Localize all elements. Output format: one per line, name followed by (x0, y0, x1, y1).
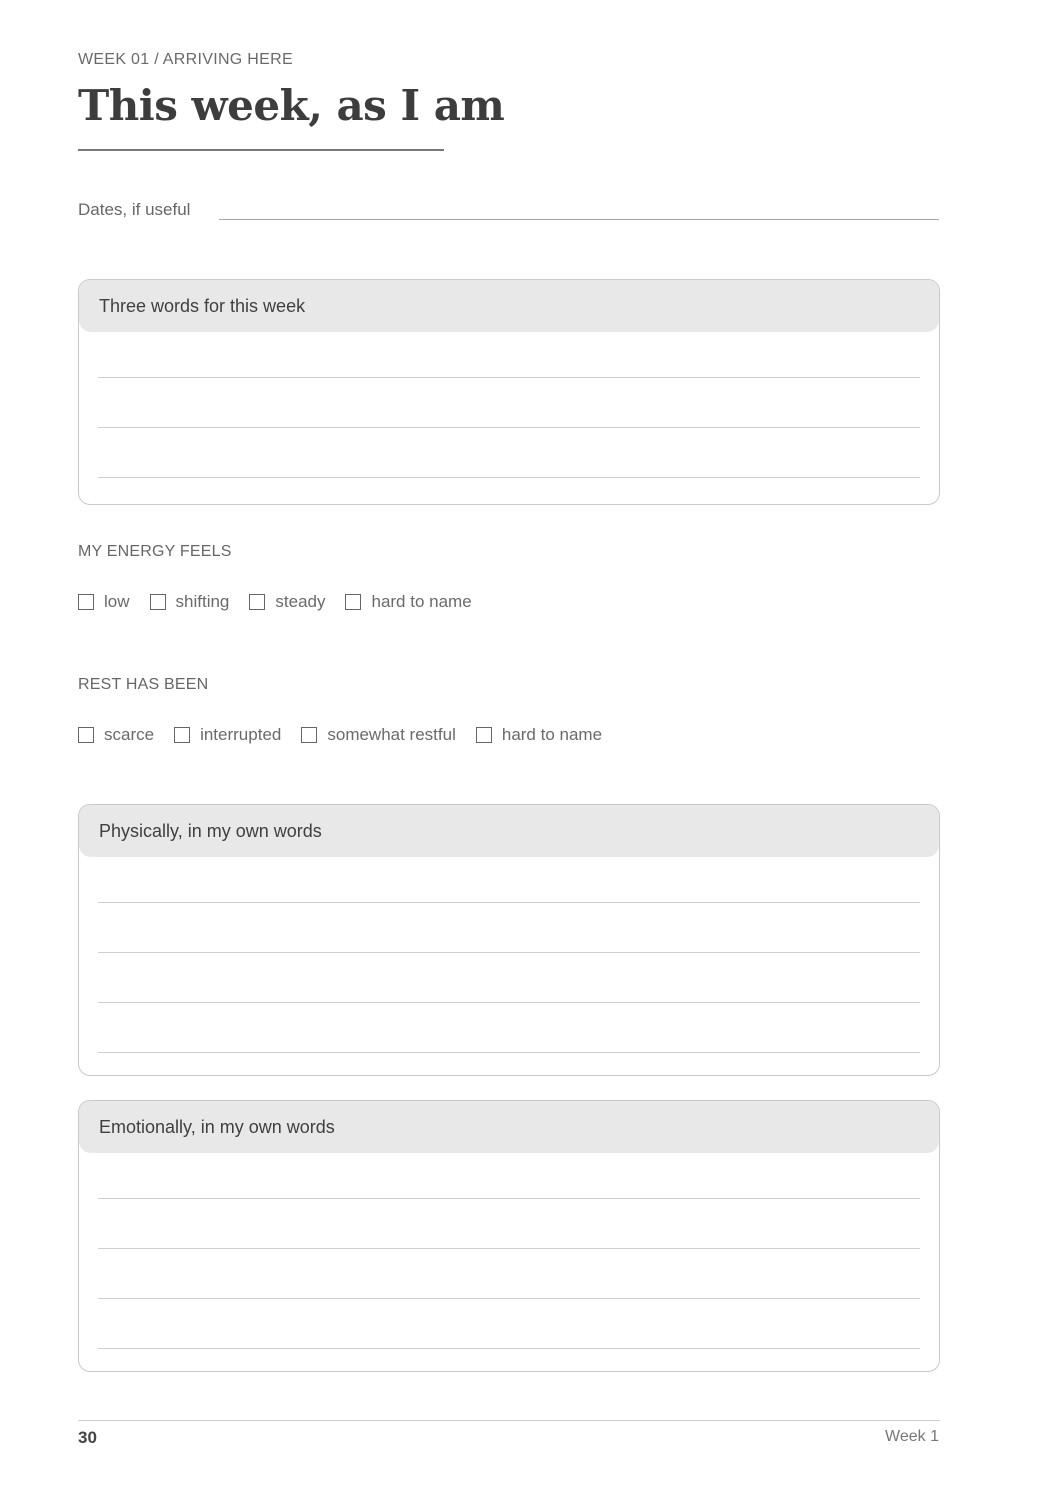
checkbox[interactable] (174, 727, 190, 743)
option-label: hard to name (501, 725, 603, 744)
writing-line[interactable] (98, 1298, 920, 1299)
writing-line[interactable] (98, 427, 920, 428)
three-words-card-title: Three words for this week (79, 280, 939, 332)
section-eyebrow: WEEK 01 / ARRIVING HERE (78, 51, 293, 68)
option-label: low (104, 592, 130, 611)
dates-field[interactable] (219, 219, 939, 220)
title-underline (78, 149, 444, 151)
rest-option-hard-to-name[interactable] (476, 725, 602, 745)
energy-options (78, 592, 472, 612)
three-words-card (78, 279, 940, 505)
checkbox[interactable] (345, 594, 361, 610)
option-label: shifting (175, 592, 230, 611)
energy-label: MY ENERGY FEELS (78, 543, 232, 560)
option-label: interrupted (200, 725, 282, 744)
writing-line[interactable] (98, 477, 920, 478)
rest-label: REST HAS BEEN (78, 676, 209, 693)
writing-line[interactable] (98, 952, 920, 953)
footer-week-label: Week 1 (885, 1428, 939, 1445)
checkbox[interactable] (476, 727, 492, 743)
physically-card (78, 804, 940, 1076)
option-label: scarce (104, 725, 155, 744)
page-number: 30 (78, 1428, 97, 1447)
energy-option-steady[interactable] (249, 592, 325, 612)
option-label: steady (275, 592, 326, 611)
checkbox[interactable] (249, 594, 265, 610)
writing-line[interactable] (98, 1198, 920, 1199)
rest-option-scarce[interactable] (78, 725, 154, 745)
physically-card-title: Physically, in my own words (79, 805, 939, 857)
writing-line[interactable] (98, 902, 920, 903)
writing-line[interactable] (98, 1002, 920, 1003)
option-label: hard to name (371, 592, 472, 611)
writing-line[interactable] (98, 1052, 920, 1053)
energy-option-hard-to-name[interactable] (345, 592, 471, 612)
rest-option-somewhat-restful[interactable] (301, 725, 456, 745)
energy-option-low[interactable] (78, 592, 130, 612)
rest-option-interrupted[interactable] (174, 725, 281, 745)
writing-line[interactable] (98, 1248, 920, 1249)
rest-options (78, 725, 602, 745)
option-label: somewhat restful (327, 725, 456, 744)
emotionally-card (78, 1100, 940, 1372)
checkbox[interactable] (78, 727, 94, 743)
checkbox[interactable] (150, 594, 166, 610)
dates-label: Dates, if useful (78, 200, 191, 219)
emotionally-card-title: Emotionally, in my own words (79, 1101, 939, 1153)
writing-line[interactable] (98, 377, 920, 378)
energy-option-shifting[interactable] (150, 592, 230, 612)
page-title: This week, as I am (78, 81, 505, 130)
footer-divider (78, 1420, 940, 1421)
checkbox[interactable] (78, 594, 94, 610)
writing-line[interactable] (98, 1348, 920, 1349)
checkbox[interactable] (301, 727, 317, 743)
